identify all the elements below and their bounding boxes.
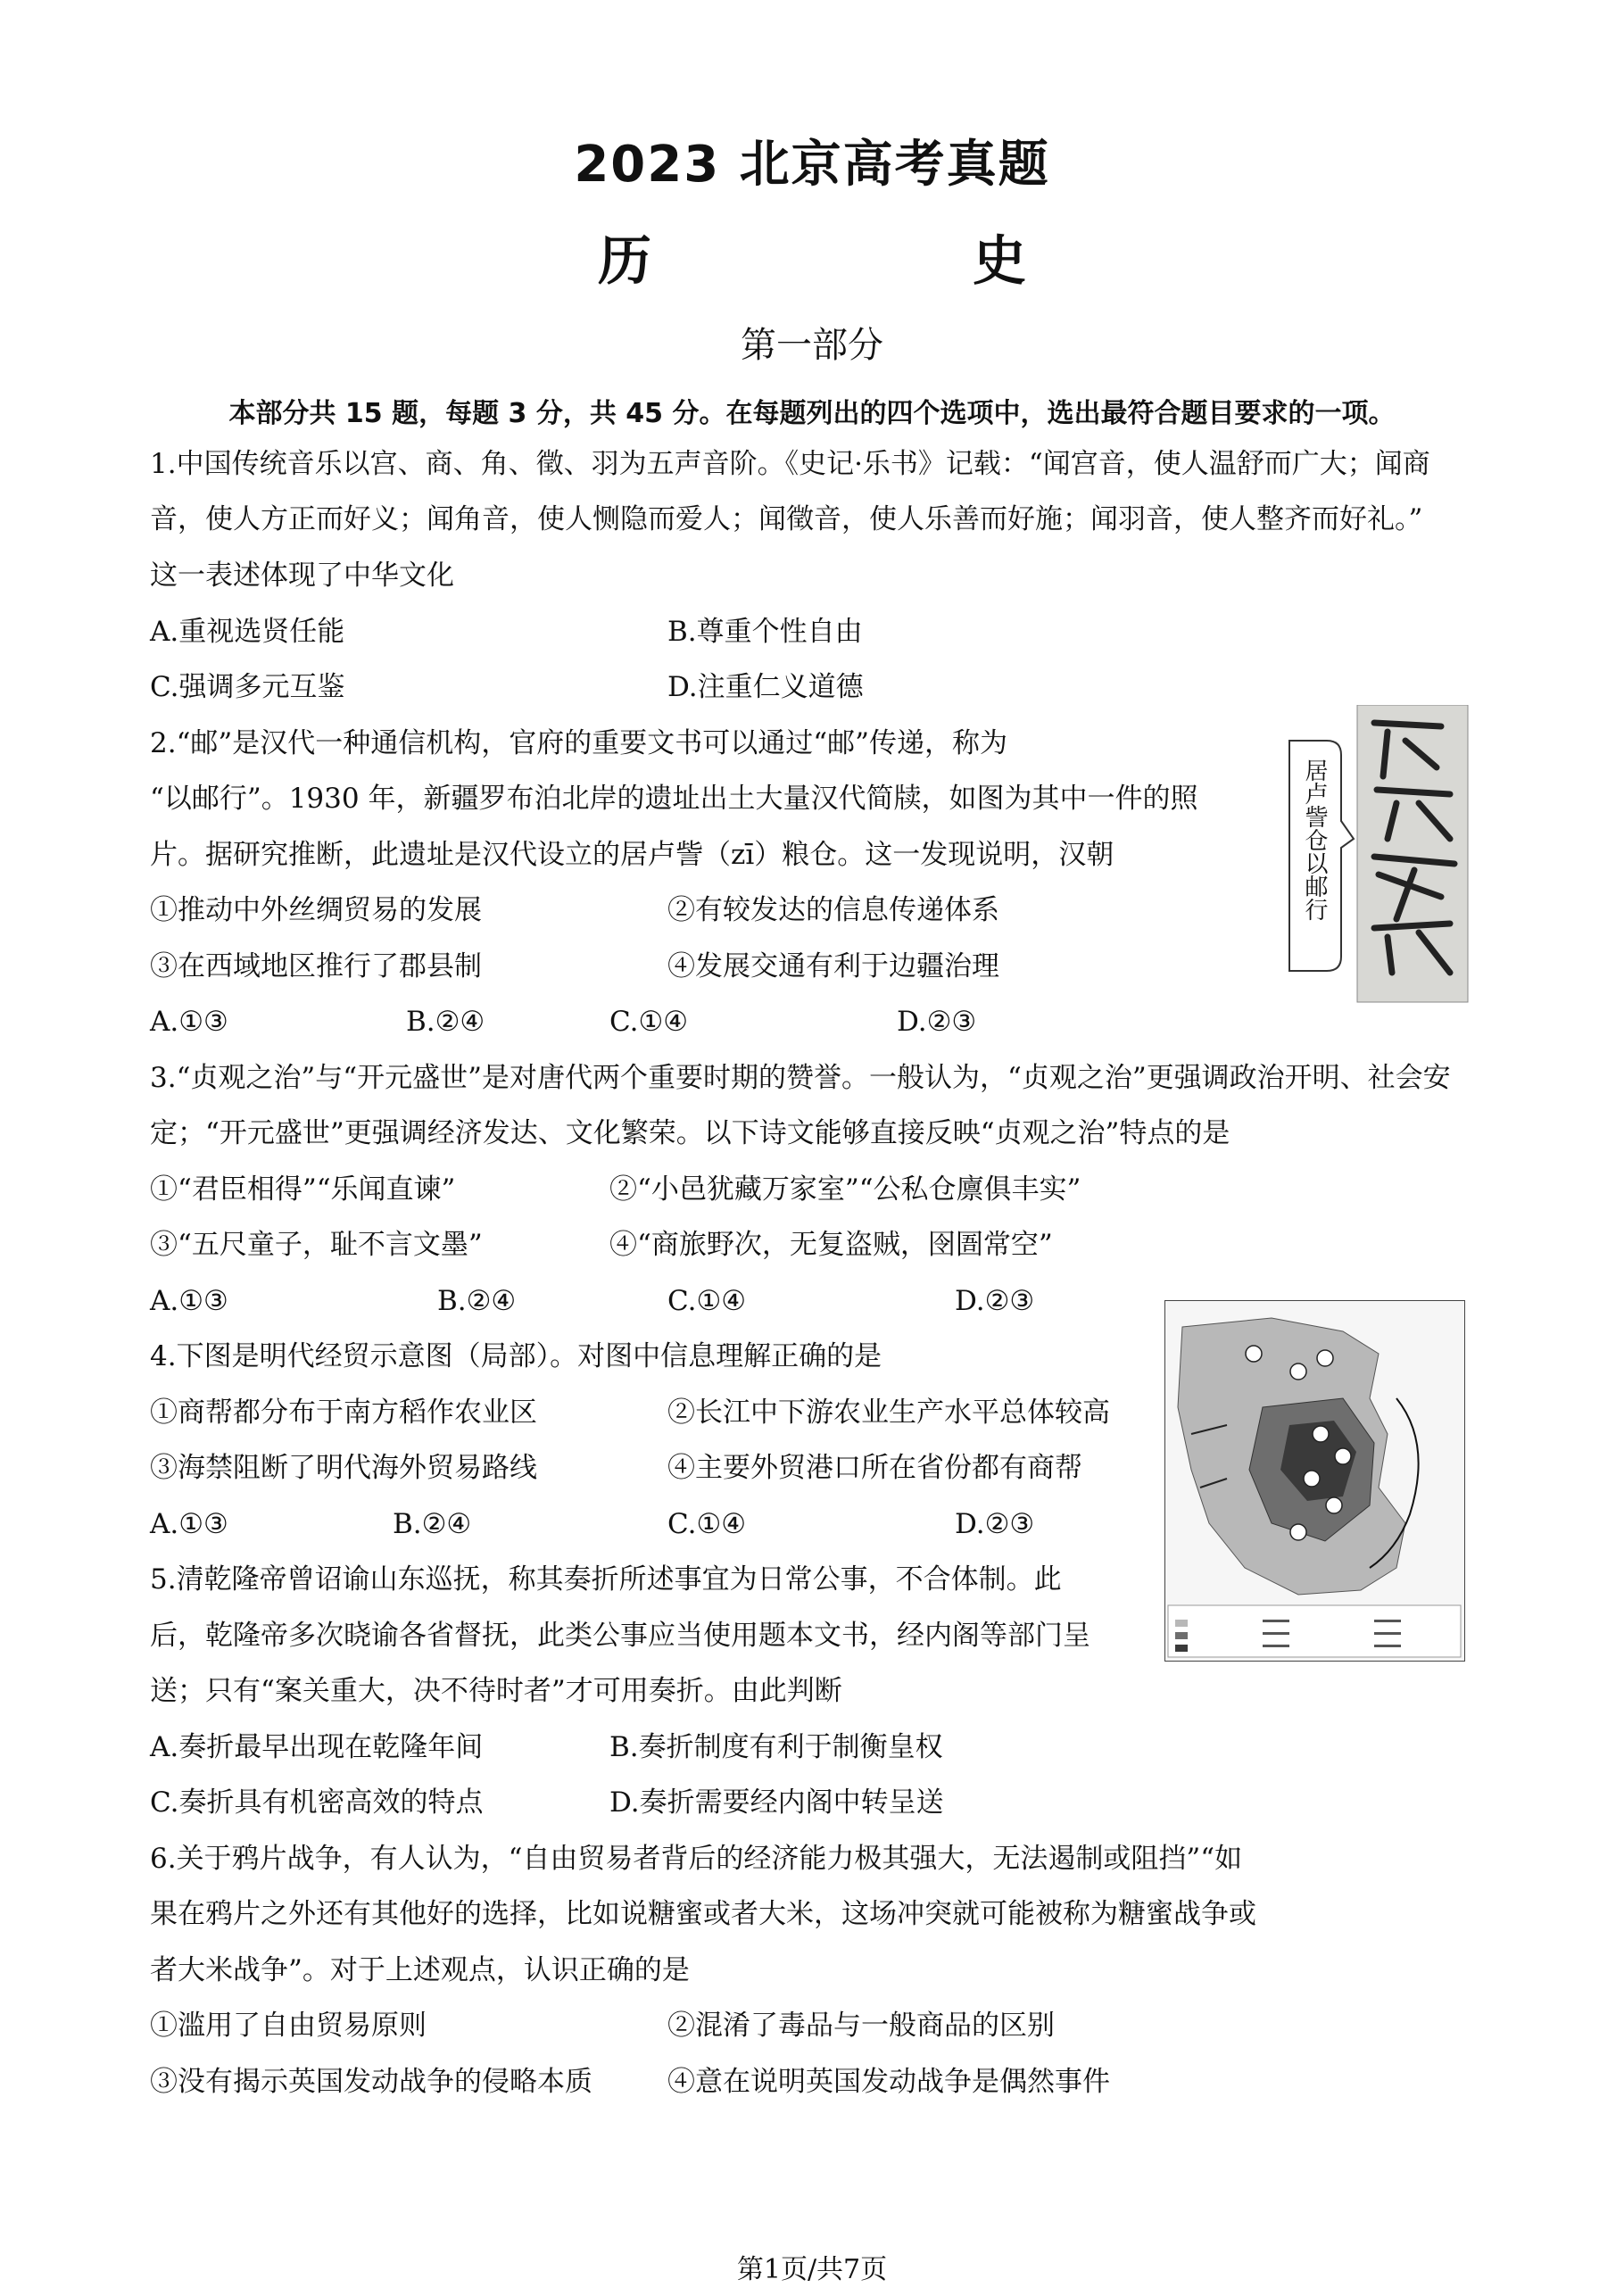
q3-item-1: ①“君臣相得”“乐闻直谏” <box>150 1173 456 1206</box>
ming-trade-map <box>1164 1300 1465 1662</box>
bamboo-slip-figure <box>1272 705 1481 1004</box>
callout-label: 居卢訾仓以邮行 <box>1301 758 1328 921</box>
q2-option-b: B.②④ <box>406 1006 485 1038</box>
q5-line-2: 后，乾隆帝多次晓谕各省督抚，此类公事应当使用题本文书，经内阁等部门呈 <box>150 1620 1090 1652</box>
q2-line-2: “以邮行”。1930 年，新疆罗布泊北岸的遗址出土大量汉代简牍，如图为其中一件的照 <box>150 783 1198 815</box>
q6-line-3: 者大米战争”。对于上述观点，认识正确的是 <box>150 1954 690 1986</box>
q4-option-a: A.①③ <box>150 1508 228 1540</box>
q2-item-2: ②有较发达的信息传递体系 <box>667 894 999 926</box>
q5-option-d: D.奏折需要经内阁中转呈送 <box>609 1786 944 1819</box>
q5-option-c: C.奏折具有机密高效的特点 <box>150 1786 484 1819</box>
q5-option-b: B.奏折制度有利于制衡皇权 <box>609 1731 943 1763</box>
q4-line-1: 4.下图是明代经贸示意图（局部）。对图中信息理解正确的是 <box>150 1340 882 1372</box>
q6-item-3: ③没有揭示英国发动战争的侵略本质 <box>150 2066 592 2098</box>
part-heading: 第一部分 <box>741 325 883 366</box>
q6-line-1: 6.关于鸦片战争，有人认为，“自由贸易者背后的经济能力极其强大，无法遏制或阻挡”“如 <box>150 1843 1243 1875</box>
q2-option-a: A.①③ <box>150 1006 228 1038</box>
q2-option-d: D.②③ <box>897 1006 977 1038</box>
q4-option-b: B.②④ <box>393 1508 472 1540</box>
q4-item-3: ③海禁阻断了明代海外贸易路线 <box>150 1452 537 1484</box>
q1-option-b: B.尊重个性自由 <box>667 616 863 648</box>
q3-line-2: 定；“开元盛世”更强调经济发达、文化繁荣。以下诗文能够直接反映“贞观之治”特点的是 <box>150 1117 1230 1149</box>
subject-title: 历 史 <box>598 230 1098 293</box>
q4-option-d: D.②③ <box>955 1508 1035 1540</box>
page-number: 第1页/共7页 <box>736 2254 888 2285</box>
q3-item-4: ④“商旅野次，无复盗贼，囹圄常空” <box>609 1229 1053 1261</box>
q1-option-a: A.重视选贤任能 <box>150 616 345 648</box>
q4-option-c: C.①④ <box>667 1508 747 1540</box>
q1-line-3: 这一表述体现了中华文化 <box>150 559 454 592</box>
q1-option-d: D.注重仁义道德 <box>667 671 864 703</box>
q3-option-a: A.①③ <box>150 1285 228 1317</box>
q2-item-3: ③在西域地区推行了郡县制 <box>150 950 482 982</box>
exam-title: 2023 北京高考真题 <box>574 136 1050 194</box>
q3-option-d: D.②③ <box>955 1285 1035 1317</box>
q5-line-3: 送；只有“案关重大，决不待时者”才可用奏折。由此判断 <box>150 1675 842 1707</box>
q6-item-2: ②混淆了毒品与一般商品的区别 <box>667 2010 1055 2042</box>
q3-item-3: ③“五尺童子，耻不言文墨” <box>150 1229 483 1261</box>
q1-option-c: C.强调多元互鉴 <box>150 671 345 703</box>
q3-option-b: B.②④ <box>437 1285 517 1317</box>
q3-item-2: ②“小邑犹藏万家室”“公私仓廪俱丰实” <box>609 1173 1081 1206</box>
q2-line-1: 2.“邮”是汉代一种通信机构，官府的重要文书可以通过“邮”传递，称为 <box>150 727 1007 759</box>
q3-option-c: C.①④ <box>667 1285 747 1317</box>
q2-option-c: C.①④ <box>609 1006 689 1038</box>
q4-item-2: ②长江中下游农业生产水平总体较高 <box>667 1397 1110 1429</box>
q5-line-1: 5.清乾隆帝曾诏谕山东巡抚，称其奏折所述事宜为日常公事，不合体制。此 <box>150 1563 1062 1596</box>
q4-item-4: ④主要外贸港口所在省份都有商帮 <box>667 1452 1082 1484</box>
q1-line-1: 1.中国传统音乐以宫、商、角、徵、羽为五声音阶。《史记·乐书》记载：“闻宫音，使人温舒而广大；闻商 <box>150 448 1430 480</box>
q2-line-3: 片。据研究推断，此遗址是汉代设立的居卢訾（zī）粮仓。这一发现说明，汉朝 <box>150 839 1114 871</box>
q2-item-1: ①推动中外丝绸贸易的发展 <box>150 894 482 926</box>
instructions: 本部分共 15 题，每题 3 分，共 45 分。在每题列出的四个选项中，选出最符合题目要求的一项。 <box>228 398 1396 429</box>
q2-item-4: ④发展交通有利于边疆治理 <box>667 950 999 982</box>
q6-item-1: ①滥用了自由贸易原则 <box>150 2010 427 2042</box>
map-legend <box>1168 1605 1461 1657</box>
q6-item-4: ④意在说明英国发动战争是偶然事件 <box>667 2066 1110 2098</box>
q1-line-2: 音，使人方正而好义；闻角音，使人恻隐而爱人；闻徵音，使人乐善而好施；闻羽音，使人整齐而好礼。” <box>150 503 1423 535</box>
q6-line-2: 果在鸦片之外还有其他好的选择，比如说糖蜜或者大米，这场冲突就可能被称为糖蜜战争或 <box>150 1898 1256 1930</box>
q5-option-a: A.奏折最早出现在乾隆年间 <box>150 1731 484 1763</box>
q4-item-1: ①商帮都分布于南方稻作农业区 <box>150 1397 537 1429</box>
q3-line-1: 3.“贞观之治”与“开元盛世”是对唐代两个重要时期的赞誉。一般认为，“贞观之治”更强调政治开明、社会安 <box>150 1062 1451 1094</box>
